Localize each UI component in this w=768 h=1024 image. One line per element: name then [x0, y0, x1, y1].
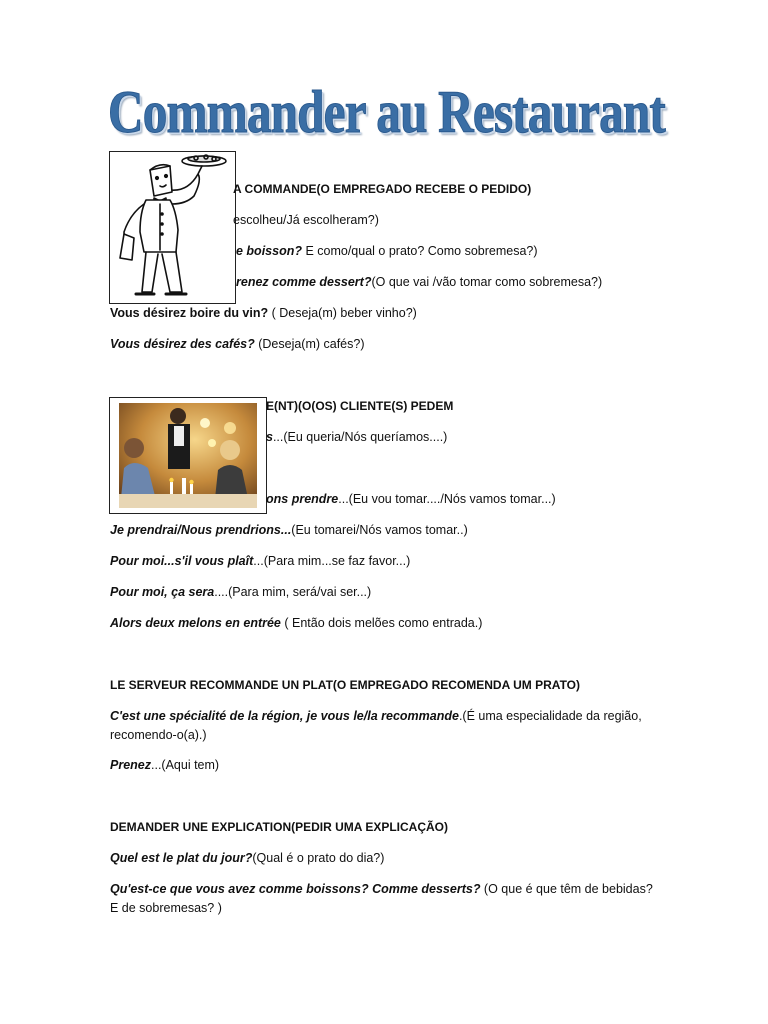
section2-line2: ons prendre...(Eu vou tomar..../Nós vamos tomar...) — [266, 492, 556, 506]
section1-line3: renez comme dessert?(O que vai /vão tomar como sobremesa?) — [236, 275, 603, 289]
section1-line5: Vous désirez des cafés? (Deseja(m) cafés?) — [110, 337, 365, 351]
section1-line2: e boisson? E como/qual o prato? Como sobremesa?) — [236, 244, 538, 258]
restaurant-photo — [109, 397, 267, 514]
section1-line4: Vous désirez boire du vin? ( Deseja(m) beber vinho?) — [110, 306, 417, 320]
section3-heading: LE SERVEUR RECOMMANDE UN PLAT(O EMPREGADO RECOMENDA UM PRATO) — [110, 678, 581, 692]
section2-line4: Pour moi...s'il vous plaît...(Para mim...se faz favor...) — [110, 554, 411, 568]
section4-heading: DEMANDER UNE EXPLICATION(PEDIR UMA EXPLICAÇÃO) — [110, 820, 449, 834]
section2-line6: Alors deux melons en entrée ( Então dois melões como entrada.) — [110, 616, 483, 630]
section2-line3: Je prendrai/Nous prendrions...(Eu tomarei/Nós vamos tomar..) — [110, 523, 468, 537]
section2-line5: Pour moi, ça sera....(Para mim, será/vai ser...) — [110, 585, 372, 599]
waiter-clipart — [109, 151, 236, 304]
section4-line1: Quel est le plat du jour?(Qual é o prato do dia?) — [110, 851, 385, 865]
section2-heading: E(NT)(O(OS) CLIENTE(S) PEDEM — [266, 399, 454, 413]
section4-line2: Qu'est-ce que vous avez comme boissons? Comme desserts? (O que é que têm de bebidas? E de sobremesas? ) — [110, 882, 653, 915]
section1-line1: escolheu/Já escolheram?) — [233, 213, 379, 227]
section3-line1: C'est une spécialité de la région, je vous le/la recommande.(É uma especialidade da região, recomendo-o(a).) — [110, 709, 642, 742]
document-title: Commander au Restaurant — [108, 79, 665, 145]
section2-line1: s...(Eu queria/Nós queríamos....) — [266, 430, 448, 444]
section1-heading: A COMMANDE(O EMPREGADO RECEBE O PEDIDO) — [233, 182, 532, 196]
section3-line2: Prenez...(Aqui tem) — [110, 758, 220, 772]
